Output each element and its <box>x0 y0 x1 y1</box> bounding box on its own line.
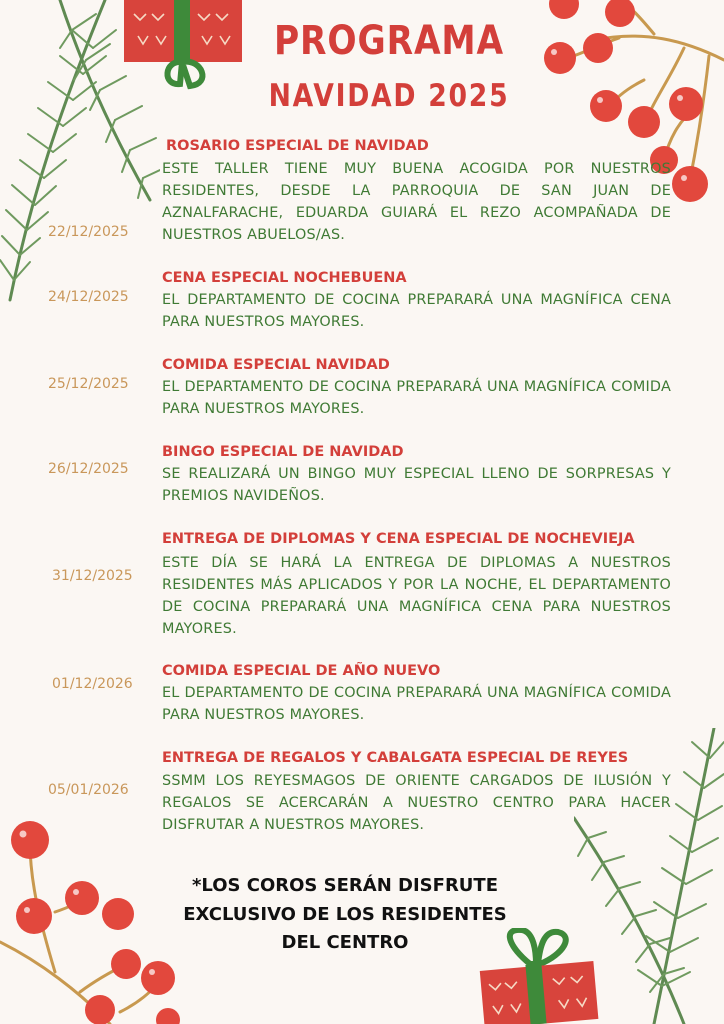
event-title: CENA ESPECIAL NOCHEBUENA <box>162 270 407 286</box>
event-title: ROSARIO ESPECIAL DE NAVIDAD <box>166 138 429 154</box>
footer-note <box>140 872 550 958</box>
event-description: ESTE TALLER TIENE MUY BUENA ACOGIDA POR NUESTROS RESIDENTES, DESDE LA PARROQUIA DE SAN JUAN DE AZNALFARACHE, EDUARDA GUIARÁ EL REZO ACOMPAÑADA DE NUESTROS ABUELOS/AS. <box>162 161 671 243</box>
event-date: 22/12/2025 <box>48 224 129 240</box>
event-date: 24/12/2025 <box>48 289 129 305</box>
event-description: EL DEPARTAMENTO DE COCINA PREPARARÁ UNA MAGNÍFICA CENA PARA NUESTROS MAYORES. <box>162 292 671 330</box>
footer-note-line-2: EXCLUSIVO DE LOS RESIDENTES <box>183 903 507 925</box>
event-title: COMIDA ESPECIAL DE AÑO NUEVO <box>162 663 441 679</box>
event-date: 31/12/2025 <box>52 568 133 584</box>
event-description: EL DEPARTAMENTO DE COCINA PREPARARÁ UNA MAGNÍFICA COMIDA PARA NUESTROS MAYORES. <box>162 379 671 417</box>
event-date: 01/12/2026 <box>52 676 133 692</box>
event-date: 05/01/2026 <box>48 782 129 798</box>
event-title: COMIDA ESPECIAL NAVIDAD <box>162 357 390 373</box>
page-title: PROGRAMA <box>273 18 505 64</box>
footer-note-line-3: DEL CENTRO <box>281 932 409 953</box>
page-subtitle: NAVIDAD 2025 <box>268 78 510 114</box>
event-description: EL DEPARTAMENTO DE COCINA PREPARARÁ UNA MAGNÍFICA COMIDA PARA NUESTROS MAYORES. <box>162 685 671 723</box>
event-title: ENTREGA DE REGALOS Y CABALGATA ESPECIAL DE REYES <box>162 750 629 766</box>
event-description: SSMM LOS REYESMAGOS DE ORIENTE CARGADOS DE ILUSIÓN Y REGALOS SE ACERCARÁN A NUESTRO CENTRO PARA HACER DISFRUTAR A NUESTROS MAYORES. <box>162 773 671 833</box>
event-description: ESTE DÍA SE HARÁ LA ENTREGA DE DIPLOMAS A NUESTROS RESIDENTES MÁS APLICADOS Y POR LA NOCHE, EL DEPARTAMENTO DE COCINA PREPARARÁ UNA MAGNÍFICA CENA PARA NUESTROS MAYORES. <box>162 555 671 637</box>
event-date: 26/12/2025 <box>48 461 129 477</box>
event-description: SE REALIZARÁ UN BINGO MUY ESPECIAL LLENO DE SORPRESAS Y PREMIOS NAVIDEÑOS. <box>162 466 671 504</box>
event-title: BINGO ESPECIAL DE NAVIDAD <box>162 444 404 460</box>
event-title: ENTREGA DE DIPLOMAS Y CENA ESPECIAL DE NOCHEVIEJA <box>162 531 635 547</box>
footer-note-line-1: *LOS COROS SERÁN DISFRUTE <box>191 875 498 896</box>
event-date: 25/12/2025 <box>48 376 129 392</box>
